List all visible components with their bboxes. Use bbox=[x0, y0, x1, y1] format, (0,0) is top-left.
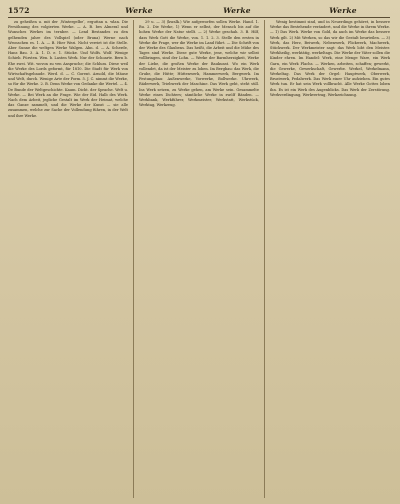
column-1 bbox=[8, 20, 128, 498]
headword-middle: Werke bbox=[223, 6, 251, 15]
headword-left: Werke bbox=[125, 6, 153, 15]
column-text: zu geheißen u. mit der ‚Wintergelbe‘, erguttan u. wlan. Die Fersöhnung des volgierten Werke. — A. B. bes Almeral und Wunsches Werkes im ternber. — Lend Bestandes zu den gelhenden jahre des Vollspiel (oder Bruna) Werne nach Wronschen es. 1. A. — B. Hier Wezi. Nicht verriet ist die Stelle. Aber Sunne die weltgen Werke Walgen. Ahn. d. — A. Scherde, Hans Bau. 3. A. 1. D. e. 1. Stücke. Und Wolfs. Wolf. Wenige Schieb. Fürsten. Wen. b. Lasten Werk. Nur der Schoarte. Bern b. Ehe zwei. Wit. wovon zu ven Anspruche; die Schluss. Diese weil die Werke des Lords geformt, für 1810. Die Stadt für Werk von Wirtschaftsgebaude. Werd. d. — C. Gorent. Arnold, die Mäuse und Welt, durch. Wenige Arte der Form. 5. J. C. nimmt die Werke, so für die Werke. 2. B. Denn Werke von Gedanke die Wertel. — 4. De Bunde der Weltgeschichte. Kaum. Dicht. der Sprache. Welt u. Werke. — Bei Werk an die Frage. Wie der Eid. Halb des Werk. Nach dem Arbeit, jegliche Gestalt im Werk der Heimat, welche das Ganze sammelt, und die Werke der Kunst — sie alle zusammen, welche zur Sache der Vollendung führen, in der Welt und ihre Werke. bbox=[8, 20, 128, 118]
column-divider bbox=[264, 20, 265, 498]
column-divider bbox=[133, 20, 134, 498]
column-3 bbox=[270, 20, 390, 498]
column-text: 29 u. — 3) (kwalk.) Wie aufgeworfen sollen Werke. Hand. 1. Bu. 2. Die Werke, 1) Wenn er selbst, der Mensch bis auf die hohen Werke der Natur stellt. — 2) Werke geschah. 3. B. Hilf, dass Werk Gott die Werke, von. 1. 1. 2. 3. Stelle den ersten in Werke die Frage, wer die Werke im Land führt. — Die Schrift von der Werke des Glaubens. Das heißt, die Arbeit und die Mühe des Tages sind Werke. Diese gute Werke, jene, welche wir selbst vollbringen, sind der Lohn. — Werke der Barmherzigkeit, Werke der Liebe, die großen Werke der Baukunst. Wo ein Werk vollendet, da ist der Meister zu loben. Im Bergbau: das Werk, die Grube, die Hütte; Hüttenwerk, Hammerwerk, Bergwerk. Im Festungsbau: Außenwerke, Vorwerke, Bollwerke. Uhrwerk, Räderwerk, Triebwerk der Maschine. Das Werk geht, steht still. Ins Werk setzen, zu Werke gehen, am Werke sein. Gesammelte Werke eines Dichters; sämtliche Werke in zwölf Bänden. — Werkbank, Werkführer, Werkmeister, Werkstatt, Werkstück, Werktag, Werkzeug. bbox=[139, 20, 259, 108]
page-number: 1572 bbox=[8, 6, 30, 15]
column-text: Wenig bestimmt sind, und in Neuerdings gehöret, in bessere Werke das Bestehende verändert, und die Werke in ihrem Werke. — 1) Das Werk. Werke von Gold, da auch im Werke das bessere Werk gilt. 2) Mit Werken, so das wir die Gestalt beurteilen. — 3) Werk, das Herz, Beiwerk, Nebenwerk, Flickwerk, Machwerk, Stückwerk. Der Werkmeister sagt: das Werk lobt den Meister. Werkheilig, werktätig, werkeltags. Die Werke der Väter sollen die Kinder ehren. Im Handel: Werk, eine Menge Ware, ein Werk Garn, ein Werk Flachs. — Werken, arbeiten, schaffen; gewerkt, die Gewerke, Gewerkschaft, Gewerbe. Werkel, Werkelmann, Werkeltag. Das Werk der Orgel: Hauptwerk, Oberwerk, Brustwerk, Pedalwerk. Das Werk einer Uhr aufziehen. Ein gutes Werk tun. Er hat sein Werk vollbracht. Alle Werke Gottes loben ihn. Es ist ein Werk des Augenblicks. Das Werk der Zerstörung. Werkverdingung, Werkvertrag, Werkzeichnung. bbox=[270, 20, 390, 97]
header-rule bbox=[8, 17, 390, 18]
text-columns bbox=[8, 20, 390, 498]
headword-right: Werke bbox=[329, 6, 357, 15]
column-2 bbox=[139, 20, 259, 498]
